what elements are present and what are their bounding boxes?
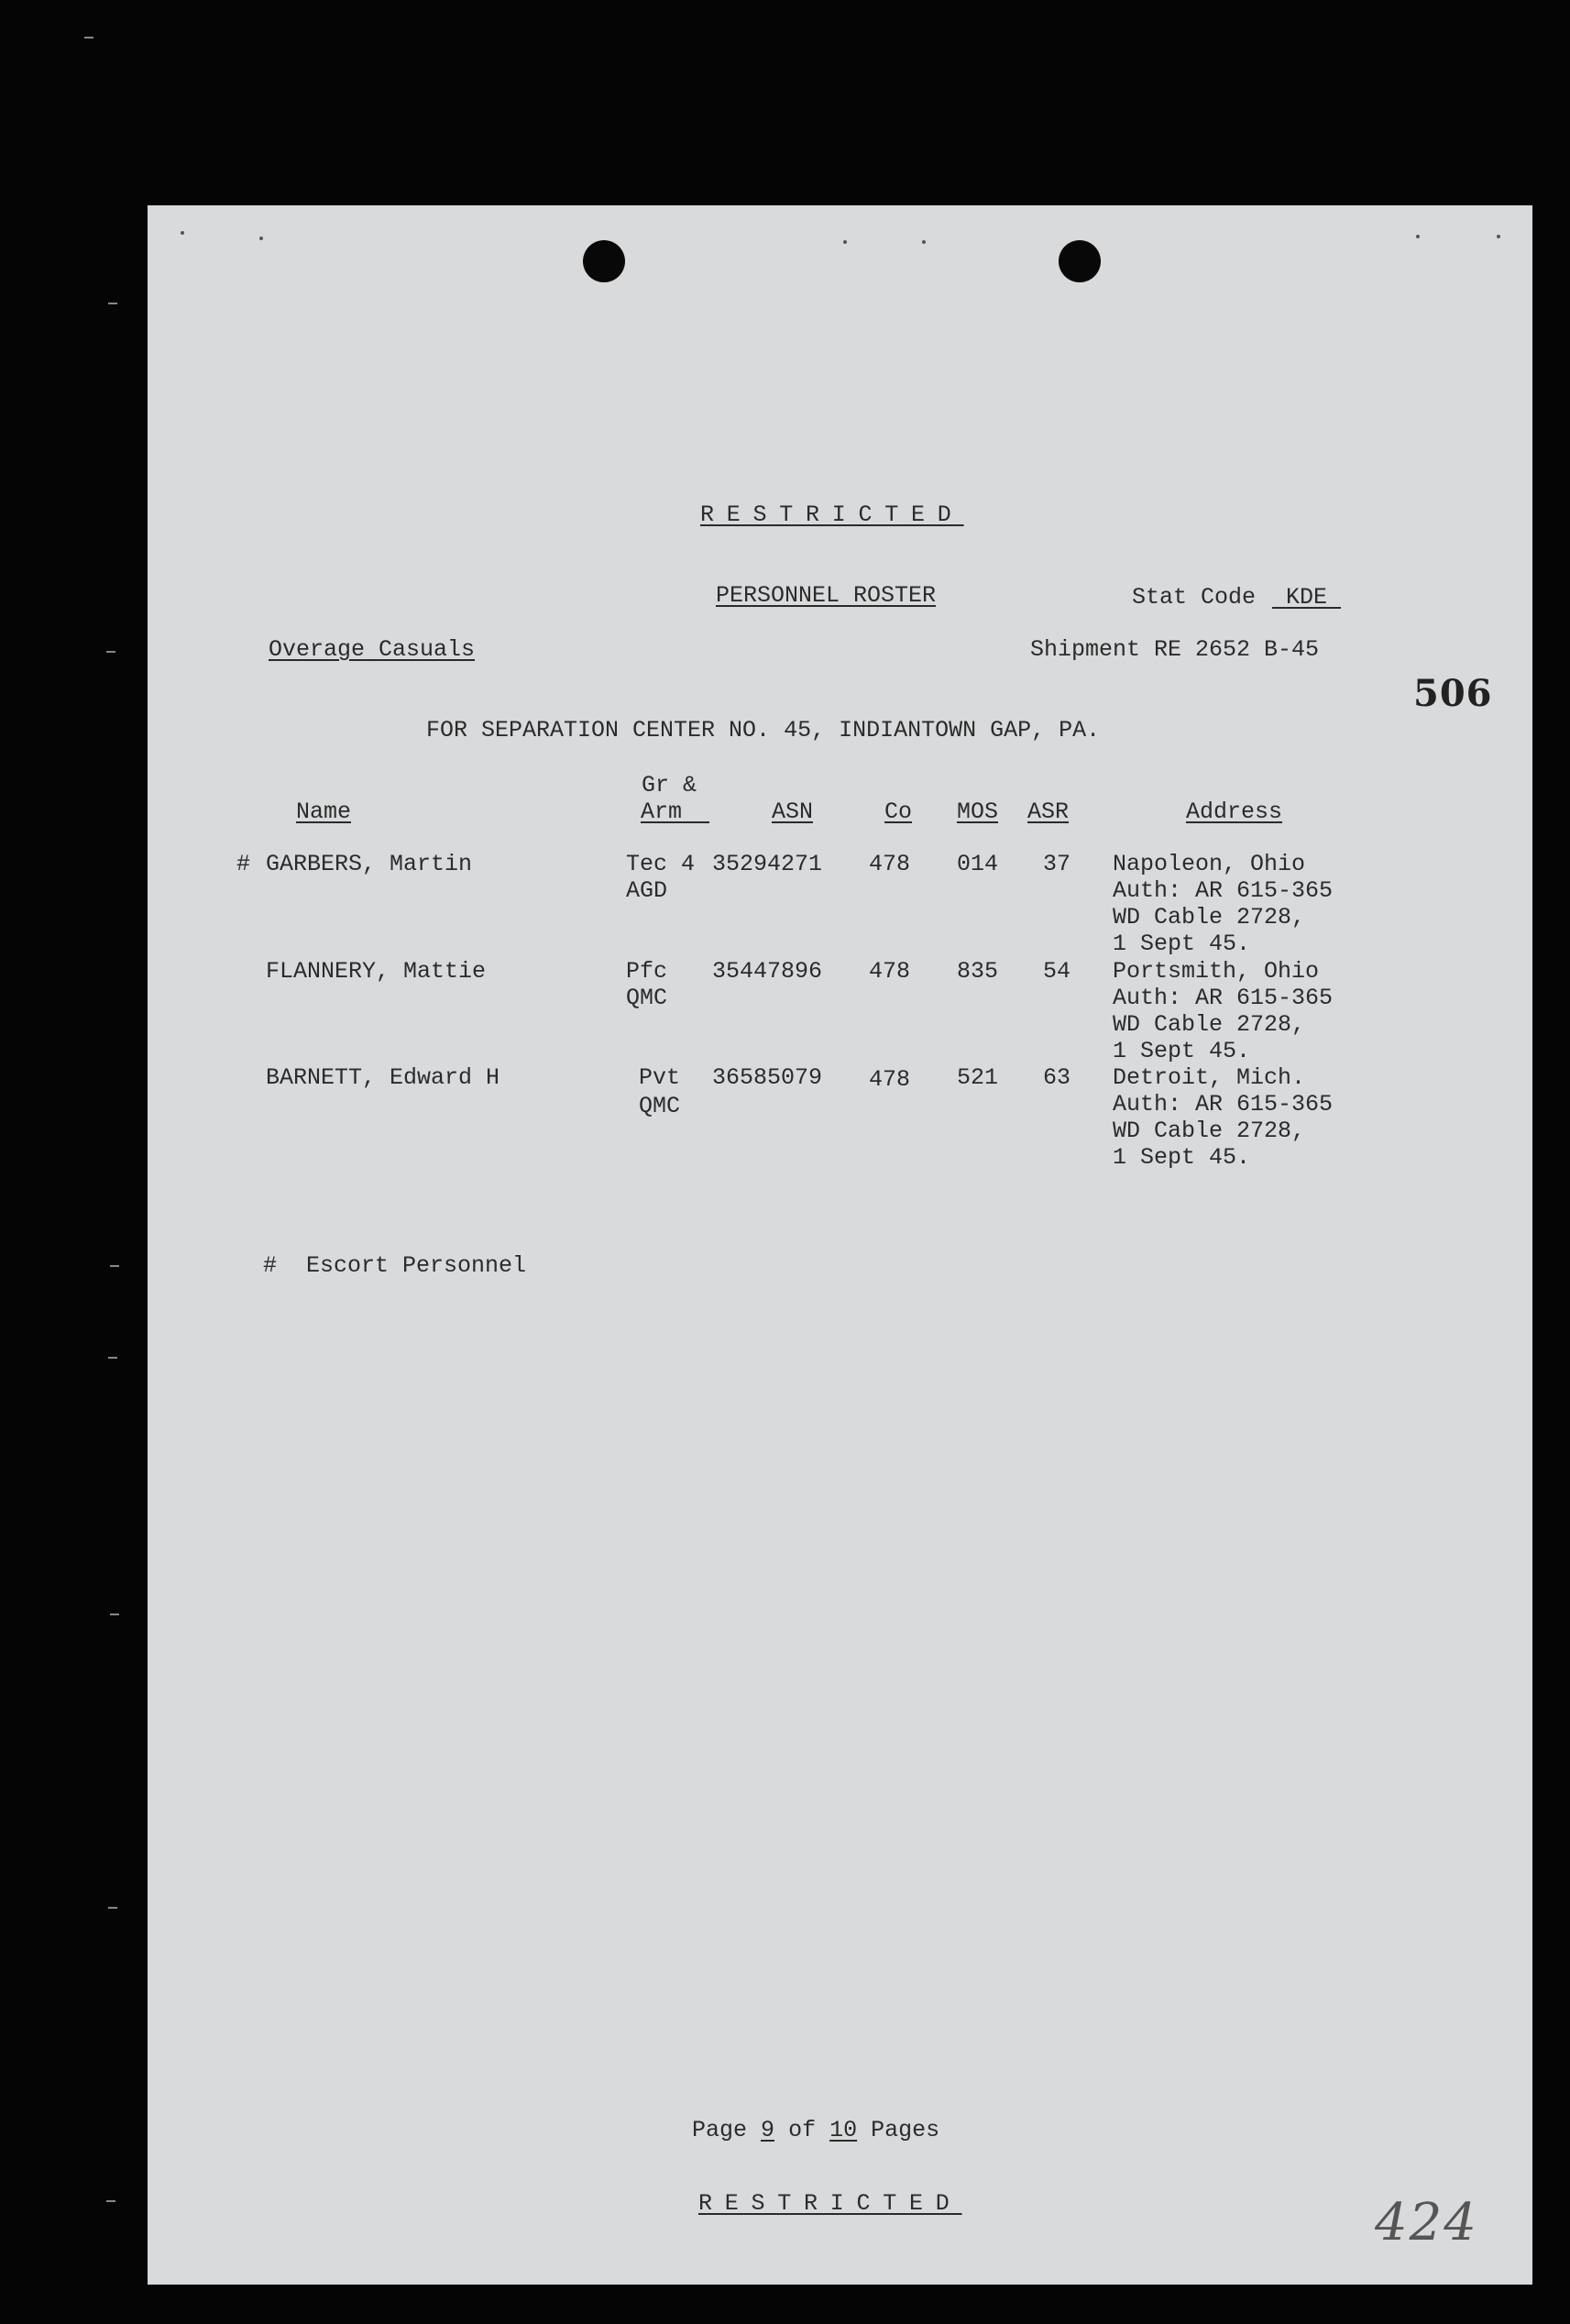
edge-mark (108, 1357, 117, 1359)
row-arm: QMC (626, 985, 668, 1011)
col-header-address: Address (1186, 799, 1283, 825)
row-address-line: Detroit, Mich. (1113, 1064, 1306, 1091)
row-name: FLANNERY, Mattie (266, 958, 487, 985)
edge-mark (108, 1907, 117, 1909)
row-address-line: Auth: AR 615-365 (1113, 985, 1334, 1011)
row-address-line: Auth: AR 615-365 (1113, 877, 1334, 904)
speck (181, 231, 184, 235)
edge-mark (110, 1265, 119, 1267)
row-address-line: Auth: AR 615-365 (1113, 1091, 1334, 1118)
speck (922, 240, 926, 244)
stat-code-label: Stat Code (1132, 584, 1257, 611)
col-header-asr: ASR (1027, 799, 1070, 825)
classification-top: RESTRICTED (700, 501, 964, 528)
speck (259, 237, 263, 240)
row-grade: Pvt (639, 1064, 681, 1091)
row-asr: 54 (1043, 958, 1071, 985)
footnote-text: Escort Personnel (306, 1252, 527, 1279)
row-address-line: 1 Sept 45. (1113, 1038, 1251, 1064)
row-name: GARBERS, Martin (266, 851, 473, 877)
edge-mark (108, 303, 117, 304)
row-name: BARNETT, Edward H (266, 1064, 500, 1091)
handwritten-number: 424 (1375, 2193, 1478, 2252)
row-address-line: 1 Sept 45. (1113, 931, 1251, 957)
row-grade: Tec 4 (626, 851, 696, 877)
speck (1416, 235, 1420, 238)
edge-mark (106, 2200, 115, 2202)
stamped-page-number: 506 (1413, 672, 1493, 715)
footnote-marker: # (263, 1252, 278, 1279)
row-address-line: Napoleon, Ohio (1113, 851, 1306, 877)
row-arm: QMC (639, 1093, 681, 1119)
speck (843, 240, 847, 244)
row-co: 478 (869, 851, 911, 877)
row-marker: # (236, 851, 251, 877)
col-header-gr-line1: Gr & (642, 772, 697, 799)
classification-bottom: RESTRICTED (698, 2190, 962, 2217)
row-co: 478 (869, 1066, 911, 1093)
row-address-line: Portsmith, Ohio (1113, 958, 1320, 985)
col-header-co: Co (884, 799, 913, 825)
speck (1497, 235, 1500, 238)
row-co: 478 (869, 958, 911, 985)
stat-code-value: KDE (1286, 584, 1328, 611)
row-asr: 37 (1043, 851, 1071, 877)
row-mos: 014 (957, 851, 999, 877)
punch-hole-right (1059, 240, 1101, 282)
category-label: Overage Casuals (269, 636, 476, 663)
col-header-name: Name (296, 799, 352, 825)
row-address-line: WD Cable 2728, (1113, 1011, 1306, 1038)
row-address-line: 1 Sept 45. (1113, 1144, 1251, 1171)
destination-line: FOR SEPARATION CENTER NO. 45, INDIANTOWN GAP, PA. (426, 717, 1101, 743)
col-header-mos: MOS (957, 799, 999, 825)
row-asn: 35447896 (712, 958, 823, 985)
row-arm: AGD (626, 877, 668, 904)
page-indicator: Page 9 of 10 Pages (692, 2117, 940, 2143)
edge-mark (106, 651, 115, 653)
row-mos: 521 (957, 1064, 999, 1091)
roster-title: PERSONNEL ROSTER (716, 582, 937, 609)
edge-mark (110, 1614, 119, 1615)
row-asn: 36585079 (712, 1064, 823, 1091)
row-asn: 35294271 (712, 851, 823, 877)
row-address-line: WD Cable 2728, (1113, 904, 1306, 931)
edge-mark (84, 37, 93, 39)
page-number: 9 (761, 2117, 775, 2143)
shipment-label: Shipment RE 2652 B-45 (1030, 636, 1320, 663)
row-grade: Pfc (626, 958, 668, 985)
col-header-asn: ASN (772, 799, 814, 825)
row-address-line: WD Cable 2728, (1113, 1118, 1306, 1144)
page-total: 10 (829, 2117, 858, 2143)
row-mos: 835 (957, 958, 999, 985)
col-header-gr-line2: Arm (641, 799, 683, 825)
punch-hole-left (583, 240, 625, 282)
row-asr: 63 (1043, 1064, 1071, 1091)
